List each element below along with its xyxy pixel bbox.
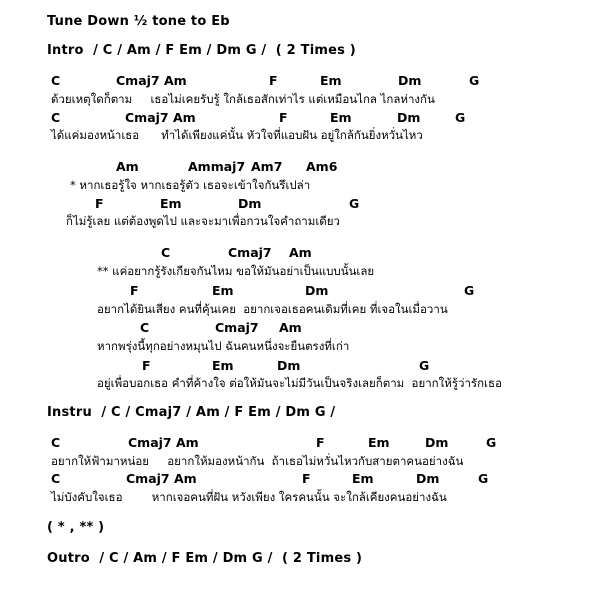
- chord: F: [302, 471, 311, 486]
- chord: Am7: [251, 159, 283, 174]
- chord: Em: [368, 435, 390, 450]
- chord: F: [316, 435, 325, 450]
- lyric-line: ก็ไม่รู้เลย แต่ต้องพูดไป และจะมาเพื่อกวนใจคำถามเดียว: [66, 214, 340, 228]
- lyric-line: อยากได้ยินเสียง คนที่คุ้นเคย อยากเจอเธอคนเดิมที่เคย ที่เจอในเมื่อวาน: [97, 302, 448, 316]
- chord: Am6: [306, 159, 338, 174]
- chord: Dm: [397, 110, 421, 125]
- lyric-line: ด้วยเหตุใดก็ตาม เธอไม่เคยรับรู้ ใกล้เธอสักเท่าไร แต่เหมือนไกล ไกลห่างกัน: [51, 92, 435, 106]
- chord: Em: [212, 283, 234, 298]
- chord: C: [140, 320, 150, 335]
- chord: Dm: [416, 471, 440, 486]
- chord: F: [279, 110, 288, 125]
- chord: C: [161, 245, 171, 260]
- chord: Em: [212, 358, 234, 373]
- chord: Cmaj7: [215, 320, 259, 335]
- instrumental-progression: Instru / C / Cmaj7 / Am / F Em / Dm G /: [47, 405, 336, 420]
- chord: Ammaj7: [188, 159, 246, 174]
- chord: C: [51, 110, 61, 125]
- chord: Am: [279, 320, 302, 335]
- chord: F: [142, 358, 151, 373]
- chord: G: [469, 73, 480, 88]
- lyric-line: * หากเธอรู้ใจ หากเธอรู้ตัว เธอจะเข้าใจกันรึเปล่า: [70, 178, 311, 192]
- lyric-line: หากพรุ่งนี้ทุกอย่างหมุนไป ฉันคนหนึ่งจะยืนตรงที่เก่า: [97, 339, 350, 353]
- chord: G: [419, 358, 430, 373]
- chord: Cmaj7 Am: [128, 435, 199, 450]
- lyric-line: ได้แค่มองหน้าเธอ ทำได้เพียงแค่นั้น หัวใจที่แอบฝัน อยู่ใกล้กันยิ่งหวั่นไหว: [51, 128, 423, 142]
- chord: Cmaj7 Am: [126, 471, 197, 486]
- chord: Dm: [305, 283, 329, 298]
- chord: C: [51, 471, 61, 486]
- chord: Cmaj7 Am: [125, 110, 196, 125]
- chord: F: [95, 196, 104, 211]
- chord: Dm: [398, 73, 422, 88]
- lyric-line: ไม่บังคับใจเธอ หากเจอคนที่ฝัน หวังเพียง ใครคนนั้น จะใกล้เคียงคนอย่างฉัน: [51, 490, 447, 504]
- chord: Em: [160, 196, 182, 211]
- chord: Am: [116, 159, 139, 174]
- chord: F: [269, 73, 278, 88]
- repeat-marker: ( * , ** ): [47, 520, 105, 535]
- chord: Dm: [277, 358, 301, 373]
- chord: C: [51, 435, 61, 450]
- chord: Em: [352, 471, 374, 486]
- chord: Dm: [425, 435, 449, 450]
- intro-progression: Intro / C / Am / F Em / Dm G / ( 2 Times ): [47, 43, 356, 58]
- chord: F: [130, 283, 139, 298]
- outro-progression: Outro / C / Am / F Em / Dm G / ( 2 Times ): [47, 551, 363, 566]
- chord: G: [478, 471, 489, 486]
- chord: G: [464, 283, 475, 298]
- chord: G: [349, 196, 360, 211]
- chord: Cmaj7 Am: [116, 73, 187, 88]
- chord: Cmaj7: [228, 245, 272, 260]
- chord: G: [455, 110, 466, 125]
- lyric-line: อยู่เพื่อบอกเธอ คำที่ค้างใจ ต่อให้มันจะไม่มีวันเป็นจริงเลยก็ตาม อยากให้รู้ว่ารักเธอ: [97, 376, 502, 390]
- chord: C: [51, 73, 61, 88]
- chord: Am: [289, 245, 312, 260]
- song-tuning-title: Tune Down ½ tone to Eb: [47, 14, 230, 29]
- chord: Dm: [238, 196, 262, 211]
- chord: Em: [330, 110, 352, 125]
- chord: Em: [320, 73, 342, 88]
- lyric-line: อยากให้ฟ้ามาหน่อย อยากให้มองหน้ากัน ถ้าเธอไม่หวั่นไหวกับสายตาคนอย่างฉัน: [51, 454, 464, 468]
- chord: G: [486, 435, 497, 450]
- lyric-line: ** แค่อยากรู้รังเกียจกันไหม ขอให้มันอย่าเป็นแบบนั้นเลย: [97, 264, 375, 278]
